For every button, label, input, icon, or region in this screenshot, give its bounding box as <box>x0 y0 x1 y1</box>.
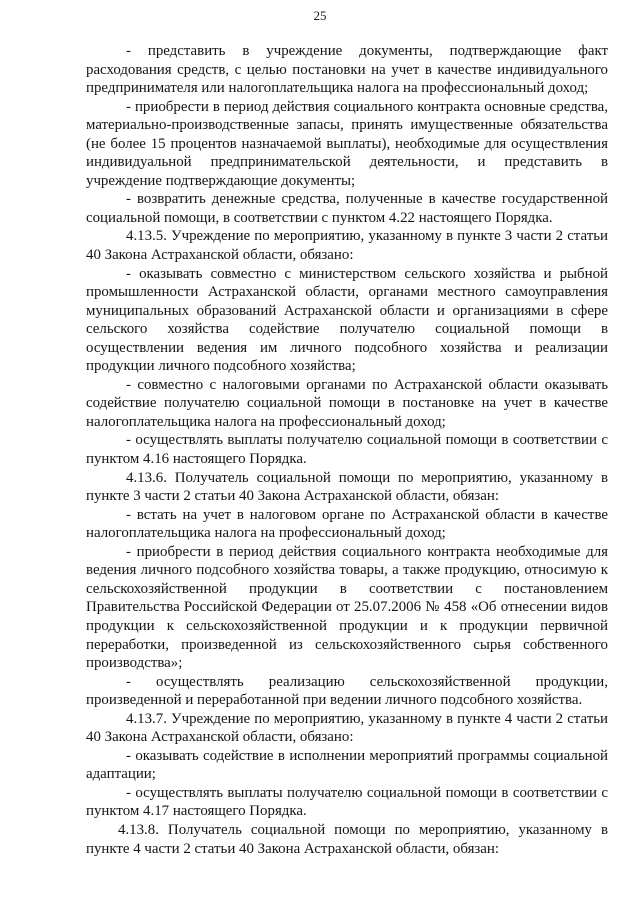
paragraph: - осуществлять выплаты получателю социальной помощи в соответствии с пунктом 4.16 настоящего Порядка. <box>86 432 608 468</box>
paragraph: - представить в учреждение документы, подтверждающие факт расходования средств, с целью постановки на учет в качестве индивидуального предпринимателя или налогоплательщика налога на профессиональный доход; <box>86 43 608 97</box>
paragraph: - осуществлять выплаты получателю социальной помощи в соответствии с пунктом 4.17 настоящего Порядка. <box>86 784 608 820</box>
paragraph: - оказывать совместно с министерством сельского хозяйства и рыбной промышленности Астраханской области, органами местного самоуправления муниципальных образований Астраханской области и организациями в сфере сельского хозяйства содействие получателю социальной помощи в осуществлении ведения им личного подсобного хозяйства и реализации продукции личного подсобного хозяйства; <box>86 265 608 375</box>
paragraph: - совместно с налоговыми органами по Астраханской области оказывать содействие получателю социальной помощи в постановке на учет в качестве налогоплательщика налога на профессиональный доход; <box>86 376 608 430</box>
paragraph: - встать на учет в налоговом органе по Астраханской области в качестве налогоплательщика налога на профессиональный доход; <box>86 506 608 542</box>
page-number: 25 <box>313 8 327 23</box>
section-heading-4-13-6: 4.13.6. Получатель социальной помощи по мероприятию, указанному в пункте 3 части 2 статьи 40 Закона Астраханской области, обязан: <box>86 469 608 505</box>
section-heading-4-13-8: 4.13.8. Получатель социальной помощи по мероприятию, указанному в пункте 4 части 2 статьи 40 Закона Астраханской области, обязан: <box>86 821 608 857</box>
section-heading-4-13-5: 4.13.5. Учреждение по мероприятию, указанному в пункте 3 части 2 статьи 40 Закона Астраханской области, обязано: <box>86 228 608 264</box>
paragraph: - приобрести в период действия социального контракта необходимые для ведения личного подсобного хозяйства товары, а также продукцию, относимую к сельскохозяйственной продукции в соответствии с постановлением Правительства Российской Федерации от 25.07.2006 № 458 «Об отнесении видов продукции к сельскохозяйственной продукции и к продукции первичной переработки, произведенной из сельскохозяйственного сырья собственного производства»; <box>86 543 608 672</box>
paragraph: - оказывать содействие в исполнении мероприятий программы социальной адаптации; <box>86 747 608 783</box>
document-body <box>86 42 608 858</box>
section-heading-4-13-7: 4.13.7. Учреждение по мероприятию, указанному в пункте 4 части 2 статьи 40 Закона Астраханской области, обязано: <box>86 710 608 746</box>
paragraph: - осуществлять реализацию сельскохозяйственной продукции, произведенной и переработанной при ведении личного подсобного хозяйства. <box>86 673 608 709</box>
paragraph: - возвратить денежные средства, полученные в качестве государственной социальной помощи, в соответствии с пунктом 4.22 настоящего Порядка. <box>86 191 608 226</box>
paragraph: - приобрести в период действия социального контракта основные средства, материально-производственные запасы, принять имущественные обязательства (не более 15 процентов назначаемой выплаты), необходимые для осуществления индивидуальной предпринимательской деятельности, и представить в учреждение подтверждающие документы; <box>86 98 608 189</box>
